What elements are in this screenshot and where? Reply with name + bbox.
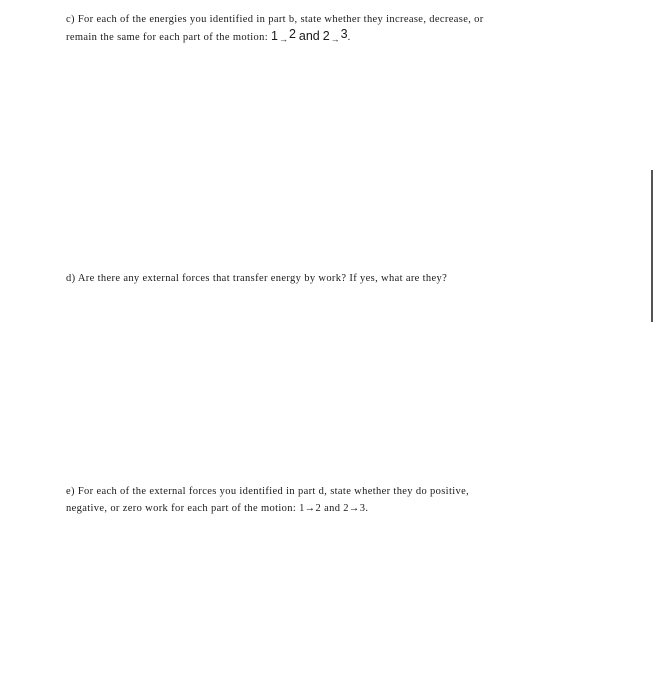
scrollbar-thumb[interactable] <box>651 170 653 322</box>
motion-2-to-3-start: 2 <box>322 29 330 43</box>
question-e <box>66 483 469 517</box>
question-c-line-2-text: remain the same for each part of the motion: <box>66 32 268 43</box>
question-c <box>66 11 484 46</box>
question-e-line-1: e) For each of the external forces you identified in part d, state whether they do positive, <box>66 486 470 497</box>
arrow-icon: → <box>330 34 340 44</box>
motion-period: . <box>347 32 351 43</box>
question-d-line-1: d) Are there any external forces that transfer energy by work? If yes, what are they? <box>66 273 448 284</box>
question-e-line-2: negative, or zero work for each part of the motion: 1→2 and 2→3. <box>66 503 369 514</box>
arrow-icon: → <box>278 34 288 44</box>
question-d <box>66 270 447 287</box>
motion-2-to-3-end: 3 <box>340 27 348 41</box>
motion-1-to-2-start: 1 <box>270 29 278 43</box>
motion-2-to-3 <box>323 29 348 43</box>
motion-1-to-2-end: 2 <box>288 27 296 41</box>
question-c-line-1: c) For each of the energies you identified in part b, state whether they increase, decrease, or <box>66 14 484 25</box>
question-c-line-2 <box>66 28 484 46</box>
motion-and: and <box>298 29 320 43</box>
motion-1-to-2 <box>271 29 296 43</box>
